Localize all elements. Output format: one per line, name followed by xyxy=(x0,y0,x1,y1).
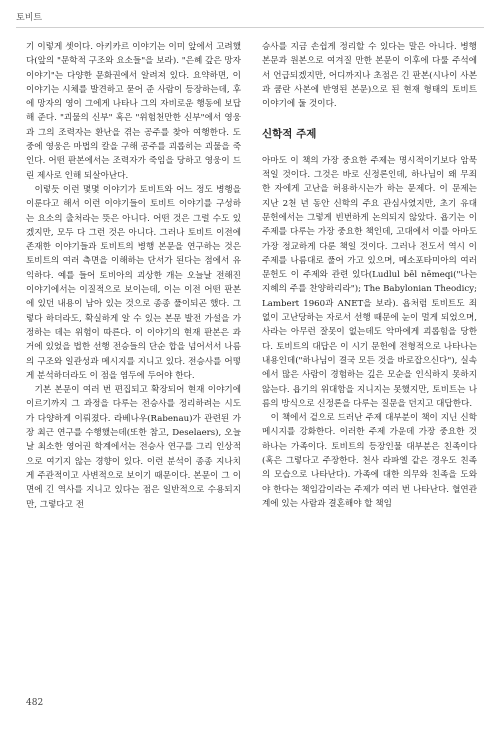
paragraph: 아마도 이 책의 가장 중요한 주제는 명시적이기보다 암묵적일 것이다. 그것은 바로 신정론인데, 하나님이 왜 무죄한 자에게 고난을 허용하시는가 하는 문제다. 이 문제는 지난 2천 년 동안 신학의 주요 관심사였지만, 초기 유대 문헌에서는 그렇게 빈번하게 논의되지 않았다. 욥기는 이 주제를 다루는 가장 중요한 책인데, 고대에서 이를 아마도 가장 정교하게 다룬 책일 것이다. 그러나 전도서 역시 이 주제를 나름대로 풀어 가고 있으며, 메소포타미아의 여러 문헌도 이 주제와 관련 있다(Ludlul bēl nēmeqi("나는 지혜의 주를 찬양하리라"); The Babylonian Theodicy; Lambert 1960과 ANET을 보라). 욥처럼 토비트도 죄 없이 고난당하는 자로서 선행 때문에 눈이 멀게 되었으며, 사라는 아무런 잘못이 없는데도 악마에게 괴롭힘을 당한다. 토비트의 대답은 이 시기 문헌에 전형적으로 나타나는 내용인데("하나님이 결국 모든 것을 바로잡으신다"), 실속에서 많은 사람이 경험하는 깊은 모순을 인식하지 못하지 않는다. 욥기의 위대함을 지니지는 못했지만, 토비트는 나름의 방식으로 신정론을 다루는 질문을 던지고 대답한다. xyxy=(262,155,477,409)
paragraph: 이 책에서 겉으로 드러난 주제 대부분이 책이 지닌 신학 메시지를 강화한다. 이러한 주제 가운데 가장 중요한 것 하나는 가족이다. 토비트의 등장인물 대부분은 친족이다(혹은 그렇다고 주장한다. 천사 라파엘 같은 경우도 친족의 모습으로 나타난다). 가족에 대한 의무와 친족을 도와야 한다는 책임감이라는 주제가 여러 번 나타난다. 혈연관계에 있는 사람과 결혼해야 할 책임 xyxy=(262,413,477,509)
paragraph: 기 이렇게 셋이다. 아키카르 이야기는 이미 앞에서 고려했다(앞의 "문학적 구조와 요소들"을 보라). "은혜 갚은 망자 이야기"는 다양한 문화권에서 알려져 있다. 요약하면, 이 이야기는 시체를 발견하고 묻어 준 사람이 등장하는데, 후에 망자의 영이 그에게 나타나 그의 자비로운 행동에 보답해 준다. "괴물의 신부" 혹은 "위험천만한 신부"에서 영웅과 그의 조력자는 환난을 겪는 공주를 찾아 여행한다. 도중에 영웅은 마법의 칼을 구해 공주를 괴롭히는 괴물을 죽인다. 어떤 판본에서는 조력자가 죽임을 당하고 영웅이 드린 제사로 인해 되살아난다. xyxy=(26,42,241,181)
header-rule xyxy=(16,27,484,28)
paragraph: 승사를 지금 손쉽게 정리할 수 있다는 말은 아니다. 병행 본문과 원본으로 여겨질 만한 본문이 이후에 다룰 주석에서 언급되겠지만, 어디까지나 초점은 긴 판본(시나이 사본과 쿰란 사본에 반영된 본문)으로 된 현재 형태의 토비트 이야기에 둘 것이다. xyxy=(262,42,477,110)
page-number: 482 xyxy=(26,698,44,708)
paragraph: 기본 본문이 여러 번 편집되고 확장되어 현재 이야기에 이르기까지 그 과정을 다루는 전승사를 정리하려는 시도가 다양하게 이뤄졌다. 라베나우(Rabenau)가 관련된 가장 최근 연구를 수행했는데(또한 참고, Deselaers), 오늘날 최소한 영어권 학계에서는 전승사 연구를 그리 인상적으로 여기지 않는 경향이 있다. 이런 분석이 종종 지나치게 주관적이고 사변적으로 보이기 때문이다. 본문이 그 이면에 긴 역사를 지니고 있다는 점은 일반적으로 수용되지만, 그렇다고 전 xyxy=(26,385,241,510)
running-head: 토비트 xyxy=(16,13,43,23)
left-column xyxy=(26,40,241,700)
right-column xyxy=(262,40,477,700)
paragraph: 이렇듯 이런 몇몇 이야기가 토비트와 어느 정도 병행을 이룬다고 해서 이런 이야기들이 토비트 이야기를 구성하는 요소의 출처라는 뜻은 아니다. 어떤 것은 그럴 수도 있겠지만, 모두 다 그런 것은 아니다. 그러나 토비트 이전에 존재한 이야기들과 토비트의 병행 본문을 연구하는 것은 토비트의 여러 측면을 이해하는 단서가 된다는 점에서 유익하다. 예를 들어 토비아의 괴상한 개는 오늘날 전해진 이야기에서는 이질적으로 보이는데, 이는 이전 어떤 판본에 있던 내용이 남아 있는 것으로 종종 풀이되곤 했다. 그렇다 하더라도, 확실하게 알 수 있는 본문 발전 가설을 가정하는 데는 위험이 따른다. 이 이야기의 현재 판본은 과거에 있었을 법한 선행 전승들의 단순 합을 넘어서서 나름의 구조와 일관성과 메시지를 지니고 있다. 전승사를 어떻게 분석하더라도 이 점을 염두에 두어야 한다. xyxy=(26,184,241,381)
section-heading: 신학적 주제 xyxy=(262,128,317,141)
